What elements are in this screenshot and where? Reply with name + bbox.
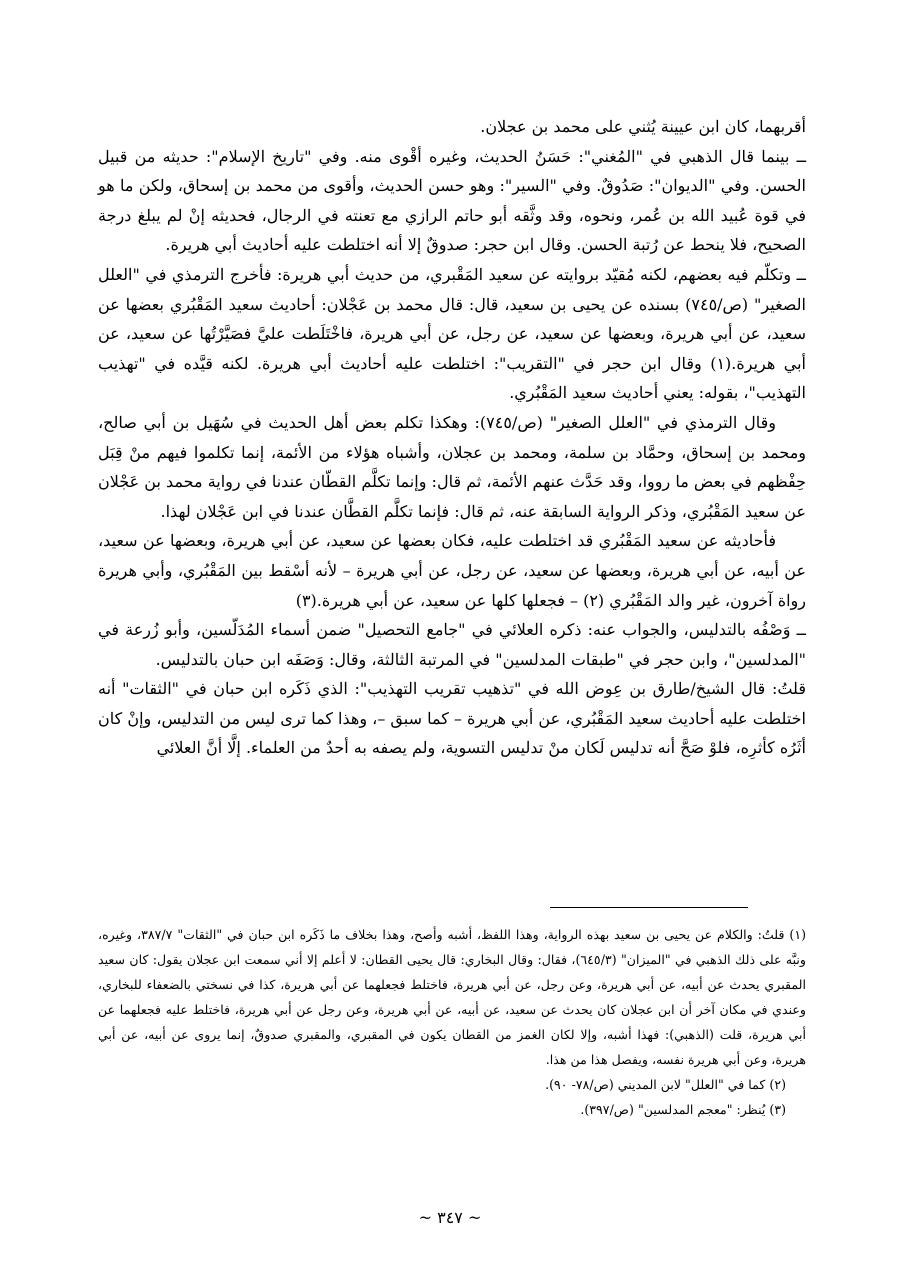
paragraph: قلتُ: قال الشيخ/طارق بن عِوض الله في "تذهيب تقريب التهذيب": الذي ذَكَره ابن حبان في "الثقات" أنه اختلطت عليه أحاديث سعيد المَقْبُري، عن أبي هريرة – كما سبق –، وهذا كما ترى ليس من التدليس، وإنْ كان أثَرُه كأثرِه، فلوْ صَحَّ أنه تدليس لَكان منْ تدليس التسوية، ولم يصفه به أحدٌ من العلماء. إلَّا أنَّ العلائي [98, 679, 806, 758]
footnote-separator [550, 907, 748, 908]
main-text [98, 112, 806, 763]
footnote: (١) قلتُ: والكلام عن يحيى بن سعيد بهذه الرواية، وهذا اللفظ، أشبه وأصح، وهذا بخلاف ما ذَكَره ابن حبان في "الثقات" ٣٨٧/٧، وغيره، ونبَّه على ذلك الذهبي في "الميزان" (٦٤٥/٣)، فقال: وقال البخاري: قال يحيى القطان: لا أعلم إلا أني سمعت ابن عجلان يقول: كان سعيد المقبري يحدث عن أبيه، عن أبي هريرة، وعن رجل، عن أبي هريرة، فاختلط فجعلهما عن أبي هريرة، كذا في نسختي بالضعفاء للبخاري، وعندي في مكان آخر أن ابن عجلان كان يحدث عن سعيد، عن أبيه، عن أبي هريرة، وعن رجل عن أبي هريرة، فاختلط عليه فجعلهما عن أبي هريرة، قلت (الذهبي): فهذا أشبه، وإلا لكان الغمز من القطان يكون في المقبري، والمقبري صدوقٌ، إنما يروى عن أبيه، عن أبي هريرة، وعن أبي هريرة نفسه، ويفصل هذا من هذا. [98, 927, 806, 1067]
paragraph: ــ وَصْفُه بالتدليس، والجواب عنه: ذكره العلائي في "جامع التحصيل" ضمن أسماء المُدَلّسين، وأبو زُرعة في "المدلسين"، وابن حجر في "طبقات المدلسين" في المرتبة الثالثة، وقال: وَصَفَه ابن حبان بالتدليس. [98, 620, 806, 669]
paragraph: أقربهما، كان ابن عيينة يُثني على محمد بن عجلان. [480, 117, 806, 136]
paragraph: ــ وتكلّم فيه بعضهم، لكنه مُقيّد بروايته عن سعيد المَقْبري، من حديث أبي هريرة: فأخرج الترمذي في "العلل الصغير" (ص/٧٤٥) بسنده عن يحيى بن سعيد، قال: قال محمد بن عَجْلان: أحاديث سعيد المَقْبُري بعضها عن سعيد، عن أبي هريرة، وبعضها عن سعيد، عن رجل، عن أبي هريرة، فاخْتَلَطت عليَّ فصَيَّرْتُها عن سعيد، عن أبي هريرة.(١) وقال ابن حجر في "التقريب": اختلطت عليه أحاديث أبي هريرة. لكنه قيَّده في "تهذيب التهذيب"، بقوله: يعني أحاديث سعيد المَقْبُري. [98, 264, 807, 403]
paragraph: ــ بينما قال الذهبي في "المُغني": حَسَنُ الحديث، وغيره أقْوى منه. وفي "تاريخ الإسلام": حديثه من قبيل الحسن. وفي "الديوان": صَدُوقٌ. وفي "السير": وهو حسن الحديث، وأقوى من محمد بن إسحاق، ولكن ما هو في قوة عُبيد الله بن عُمر، ونحوه، وقد وثَّقه أبو حاتم الرازي مع تعنته في الرجال، فحديثه إنْ لم يبلغ درجة الصحيح، فلا ينحط عن رُتبة الحسن. وقال ابن حجر: صدوقٌ إلا أنه اختلطت عليه أحاديث أبي هريرة. [98, 146, 806, 255]
footnote: (٢) كما في "العلل" لابن المديني (ص/٧٨- ٩٠). [545, 1077, 786, 1092]
paragraph: فأحاديثه عن سعيد المَقْبُري قد اختلطت عليه، فكان بعضها عن سعيد، عن أبي هريرة، وبعضها عن سعيد، عن أبيه، عن أبي هريرة، وبعضها عن سعيد، عن رجل، عن أبي هريرة – لأنه أسْقط بين المَقْبُري، وأبي هريرة رواة آخرون، غير والد المَقْبُري (٢) – فجعلها كلها عن سعيد، عن أبي هريرة.(٣) [98, 531, 806, 610]
footnote: (٣) يُنظر: "معجم المدلسين" (ص/٣٩٧). [580, 1102, 786, 1117]
footnotes [98, 922, 806, 1122]
page-number: ~ ٣٤٧ ~ [418, 1208, 482, 1227]
paragraph: وقال الترمذي في "العلل الصغير" (ص/٧٤٥): وهكذا تكلم بعض أهل الحديث في سُهَيل بن أبي صالح، ومحمد بن إسحاق، وحمَّاد بن سلمة، ومحمد بن عجلان، وأشباه هؤلاء من الأئمة، إنما تكلموا فيهم منْ قِبَل حِفْظهم في بعض ما رووا، وقد حَدَّث عنهم الأئمة، ثم قال: وإنما تكلَّم القطّان عندنا في رواية محمد بن عَجْلان عن سعيد المَقْبُري، وذكر الرواية السابقة عنه، ثم قال: فإنما تكلَّم القطَّان عندنا في ابن عَجْلان لهذا. [98, 412, 807, 521]
